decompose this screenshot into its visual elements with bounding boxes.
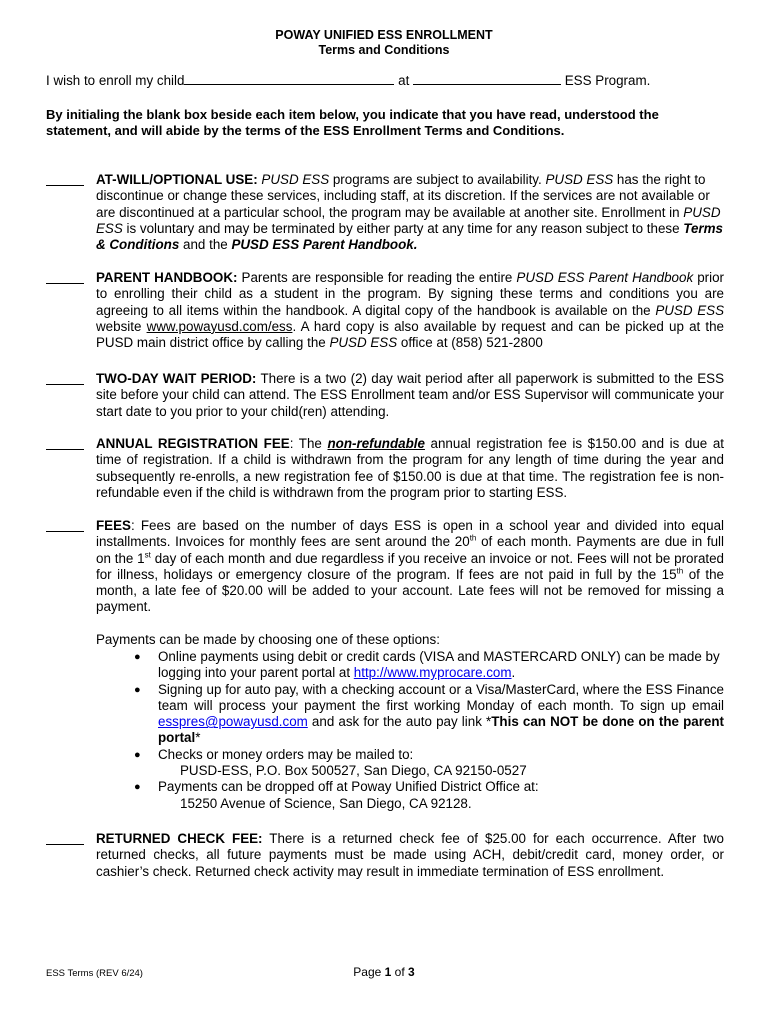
term-heading-handbook: PARENT HANDBOOK: bbox=[96, 270, 238, 285]
esspres-email-link[interactable]: esspres@powayusd.com bbox=[158, 714, 308, 730]
term-heading-at-will: AT-WILL/OPTIONAL USE: bbox=[96, 172, 258, 187]
document-header bbox=[0, 28, 768, 58]
text-run: Parents are responsible for reading the entire bbox=[237, 270, 517, 285]
text-run: and ask for the auto pay link * bbox=[307, 714, 492, 730]
text-run: : Fees are based on the number of days ESS is open in a school year and divided into equal installments. Invoices for monthly fees are sent around the 20 bbox=[96, 518, 724, 550]
text-run: PUSD ESS bbox=[96, 204, 721, 236]
text-run: th bbox=[676, 566, 684, 576]
initial-blank-registration-fee[interactable] bbox=[46, 436, 84, 450]
bullet-icon: ● bbox=[134, 748, 141, 761]
term-heading-returned-check: RETURNED CHECK FEE: bbox=[96, 831, 263, 846]
initial-blank-at-will[interactable] bbox=[46, 172, 84, 186]
term-text-returned-check bbox=[96, 831, 724, 880]
text-run: PUSD ESS bbox=[655, 302, 725, 318]
payment-option-autopay bbox=[120, 682, 724, 747]
text-run: PUSD ESS bbox=[329, 335, 398, 351]
text-run: Signing up for auto pay, with a checking account or a Visa/MasterCard, where the ESS Finance team will process your payment the first working Monday of each month. To sign up email bbox=[158, 681, 724, 713]
term-text-wait bbox=[96, 371, 724, 420]
term-text-fees bbox=[96, 518, 724, 616]
dropoff-address: 15250 Avenue of Science, San Diego, CA 92128. bbox=[180, 795, 472, 811]
payment-options-list bbox=[120, 649, 724, 812]
enroll-line bbox=[46, 72, 746, 89]
text-run: This can NOT be done on the parent portal bbox=[158, 714, 725, 746]
payment-option-mail bbox=[120, 747, 724, 780]
term-heading-registration-fee: ANNUAL REGISTRATION FEE bbox=[96, 436, 290, 451]
text-run: There is a returned check fee of $25.00 for each occurrence. After two returned checks, all future payments must be made using ACH, debit/credit card, money order, or cashier’s check. Returned check activity may result in immediate termination of ESS enrollment. bbox=[96, 831, 724, 879]
enroll-text-1: I wish to enroll my child bbox=[46, 73, 185, 88]
text-run: of bbox=[391, 965, 409, 979]
text-run: PUSD ESS bbox=[261, 172, 330, 187]
text-run: Terms & Conditions bbox=[96, 220, 723, 253]
text-run: : The bbox=[289, 436, 328, 451]
payment-options-intro: Payments can be made by choosing one of these options: bbox=[96, 632, 440, 647]
text-run: PUSD ESS Parent Handbook bbox=[516, 270, 694, 285]
text-run: and the bbox=[179, 237, 232, 253]
term-heading-fees: FEES bbox=[96, 518, 131, 533]
text-run: website bbox=[96, 318, 147, 334]
text-run: is voluntary and may be terminated by either party at any time for any reason subject to these bbox=[122, 220, 684, 236]
initial-blank-wait[interactable] bbox=[46, 371, 84, 385]
footer-revision: ESS Terms (REV 6/24) bbox=[46, 968, 143, 979]
mailing-address: PUSD-ESS, P.O. Box 500527, San Diego, CA 92150-0527 bbox=[180, 763, 527, 779]
text-run: annual registration fee is $150.00 and is due at time of registration. If a child is withdrawn from the program for any length of time during the year and subsequently re-enrolls, a new registration fee of $150.00 is due at that time. The registration fee is non-refundable even if the child is withdrawn from the program prior to starting ESS. bbox=[96, 436, 725, 500]
initial-blank-returned-check[interactable] bbox=[46, 831, 84, 845]
footer-page-number bbox=[0, 964, 768, 980]
term-text-at-will bbox=[96, 172, 724, 253]
total-pages: 3 bbox=[408, 965, 415, 979]
enroll-text-2: at bbox=[394, 73, 414, 88]
bullet-icon: ● bbox=[134, 781, 141, 794]
text-run: . A hard copy is also available by request and can be picked up at the PUSD main district office by calling the bbox=[96, 318, 724, 351]
term-heading-wait: TWO-DAY WAIT PERIOD: bbox=[96, 371, 257, 386]
initial-blank-handbook[interactable] bbox=[46, 270, 84, 284]
enroll-text-3: ESS Program. bbox=[561, 73, 651, 88]
bullet-icon: ● bbox=[134, 683, 141, 696]
term-text-handbook bbox=[96, 270, 724, 351]
ess-website-link[interactable]: www.powayusd.com/ess bbox=[146, 318, 293, 334]
current-page: 1 bbox=[384, 965, 392, 979]
text-run: has the right to discontinue or change these services, including staff, at its discretion. If the services are not available or are discontinued at a particular school, the program may be available at another site. Enrollment in bbox=[96, 172, 710, 220]
text-run: day of each month and due regardless if you receive an invoice or not. Fees will not be prorated for illness, holidays or emergency closure of the program. If fees are not paid in full by the 15 bbox=[96, 550, 725, 582]
document-title: POWAY UNIFIED ESS ENROLLMENT bbox=[275, 28, 493, 42]
text-run: office at (858) 521-2800 bbox=[397, 335, 543, 351]
text-run: Payments can be dropped off at Poway Unified District Office at: bbox=[158, 779, 539, 795]
intro-statement: By initialing the blank box beside each item below, you indicate that you have read, understood the statement, and will abide by the terms of the ESS Enrollment Terms and Conditions. bbox=[46, 107, 659, 138]
text-run: There is a two (2) day wait period after all paperwork is submitted to the ESS site before your child can attend. The ESS Enrollment team and/or ESS Supervisor will communicate your start date to you prior to your child(ren) attending. bbox=[96, 371, 725, 419]
text-run: Page bbox=[353, 965, 385, 979]
text-run: of each month. Payments are due in full on the 1 bbox=[96, 534, 725, 566]
text-run: PUSD ESS bbox=[545, 172, 614, 187]
procare-link[interactable]: http://www.myprocare.com bbox=[353, 665, 512, 681]
text-run: of the month, a late fee of $20.00 will be added to your account. Late fees will not be removed for missing a payment. bbox=[96, 566, 724, 615]
child-name-blank[interactable] bbox=[184, 72, 394, 85]
document-subtitle: Terms and Conditions bbox=[318, 43, 450, 57]
text-run: th bbox=[469, 533, 477, 543]
school-name-blank[interactable] bbox=[413, 72, 561, 85]
initial-blank-fees[interactable] bbox=[46, 518, 84, 532]
payment-option-online bbox=[120, 649, 724, 682]
text-run: programs are subject to availability. bbox=[329, 172, 546, 187]
text-run: * bbox=[195, 730, 201, 746]
text-run: Checks or money orders may be mailed to: bbox=[158, 746, 414, 762]
text-run: . bbox=[511, 665, 516, 681]
text-run: Online payments using debit or credit cards (VISA and MASTERCARD ONLY) can be made by logging into your parent portal at bbox=[158, 649, 720, 681]
text-run: st bbox=[144, 550, 151, 560]
payment-option-dropoff bbox=[120, 779, 724, 812]
bullet-icon: ● bbox=[134, 651, 141, 663]
text-run: PUSD ESS Parent Handbook. bbox=[231, 237, 418, 253]
text-run: non-refundable bbox=[327, 436, 425, 451]
term-text-registration-fee bbox=[96, 436, 724, 501]
text-run: prior to enrolling their child as a student in the program. By signing these terms and conditions you are agreeing to all items within the handbook. A digital copy of the handbook is available on the bbox=[96, 270, 724, 318]
